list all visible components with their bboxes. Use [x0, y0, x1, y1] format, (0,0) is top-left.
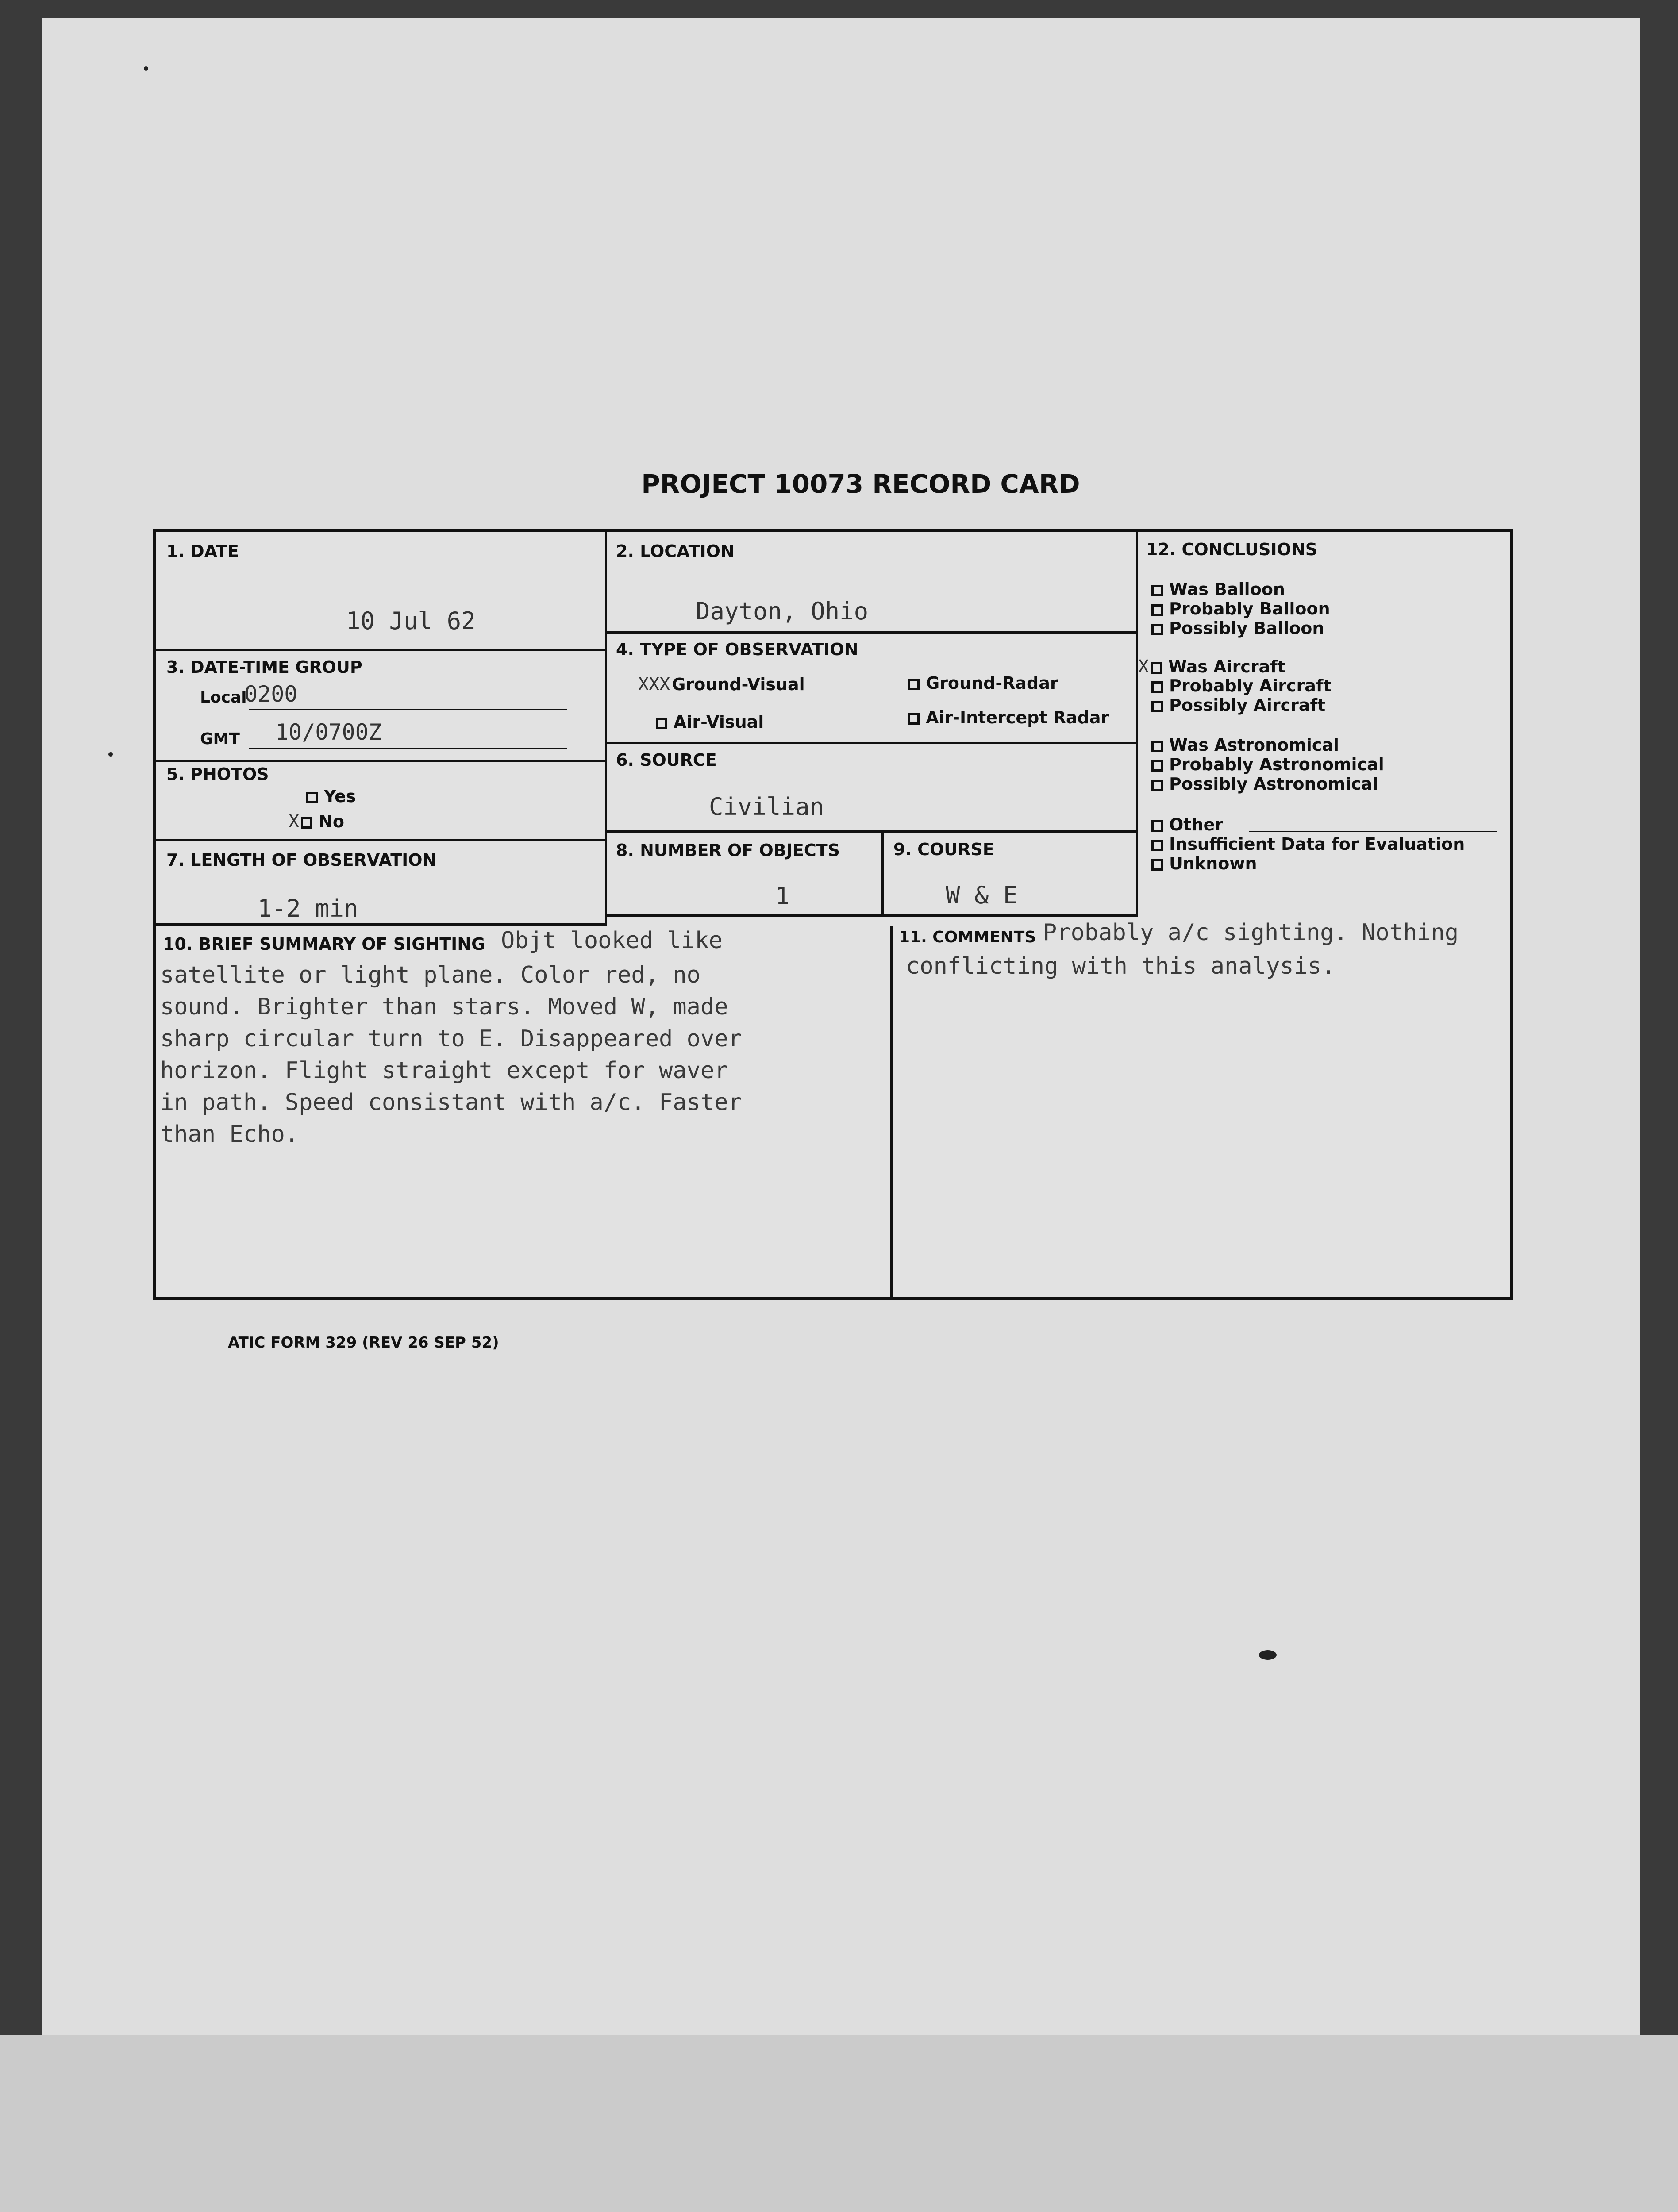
other-underline: [1249, 831, 1497, 832]
was-astronomical-checkbox: [1151, 741, 1163, 752]
was-aircraft-checkbox: [1151, 662, 1162, 674]
was-balloon-checkbox: [1151, 585, 1163, 596]
ink-speck: [144, 66, 148, 71]
conclusion-probably-aircraft: Probably Aircraft: [1151, 676, 1332, 695]
was-aircraft-mark: X: [1138, 657, 1149, 677]
comments-first-line: Probably a/c sighting. Nothing: [1043, 919, 1459, 946]
photos-yes-checkbox: [306, 792, 318, 803]
photos-label: 5. PHOTOS: [166, 764, 269, 784]
objects-cell: [607, 833, 884, 917]
dtg-label: 3. DATE-TIME GROUP: [166, 657, 362, 677]
air-visual-checkbox: [656, 718, 667, 729]
ground-visual-option: [638, 674, 805, 695]
probably-astronomical-checkbox: [1151, 760, 1163, 772]
ground-radar-label: Ground-Radar: [926, 673, 1058, 693]
document-page: [42, 18, 1640, 2035]
course-label: 9. COURSE: [893, 840, 994, 859]
conclusion-possibly-astronomical: Possibly Astronomical: [1151, 774, 1378, 794]
unknown-checkbox: [1151, 859, 1163, 871]
ink-speck: [1259, 1650, 1277, 1660]
other-checkbox: [1151, 820, 1163, 832]
conclusions-label: 12. CONCLUSIONS: [1146, 540, 1318, 559]
conclusion-insufficient-data: Insufficient Data for Evaluation: [1151, 834, 1465, 854]
comments-label: 11. COMMENTS: [899, 928, 1036, 946]
insufficient-data-checkbox: [1151, 840, 1163, 851]
photos-yes-label: Yes: [324, 787, 356, 806]
possibly-astronomical-checkbox: [1151, 780, 1163, 791]
gmt-value: 10/0700Z: [275, 719, 382, 745]
date-label: 1. DATE: [166, 541, 239, 561]
conclusion-was-aircraft: X Was Aircraft: [1138, 657, 1285, 677]
source-value: Civilian: [709, 793, 824, 821]
photos-cell: [156, 762, 607, 841]
air-intercept-radar-label: Air-Intercept Radar: [926, 708, 1109, 727]
photos-yes-option: [306, 787, 356, 806]
air-intercept-radar-option: [908, 708, 1109, 727]
comments-text: conflicting with this analysis.: [906, 953, 1335, 979]
photos-no-mark: X: [289, 811, 300, 832]
course-value: W & E: [946, 881, 1018, 909]
ground-radar-option: [908, 673, 1058, 693]
length-cell: [156, 841, 607, 926]
gmt-label: GMT: [200, 730, 240, 748]
conclusion-was-balloon: Was Balloon: [1151, 580, 1285, 599]
length-label: 7. LENGTH OF OBSERVATION: [166, 850, 437, 870]
conclusion-possibly-balloon: Possibly Balloon: [1151, 618, 1324, 638]
course-cell: [884, 833, 1138, 917]
photos-no-checkbox: [301, 817, 312, 829]
observation-type-cell: [607, 634, 1138, 744]
conclusion-possibly-aircraft: Possibly Aircraft: [1151, 695, 1325, 715]
location-label: 2. LOCATION: [616, 541, 735, 561]
source-cell: [607, 744, 1138, 833]
possibly-balloon-checkbox: [1151, 624, 1163, 635]
conclusions-cell: [1138, 532, 1510, 917]
air-intercept-radar-checkbox: [908, 713, 920, 725]
date-cell: [156, 532, 607, 651]
conclusion-other: Other: [1151, 815, 1223, 834]
summary-text: satellite or light plane. Color red, no sound. Brighter than stars. Moved W, made sharp circular turn to E. Disappeared over horizon. Flight straight except for waver in path. Speed consistant with a/c. Faster than Echo.: [160, 962, 742, 1148]
air-visual-label: Air-Visual: [674, 712, 764, 732]
probably-aircraft-checkbox: [1151, 681, 1163, 693]
form-number: ATIC FORM 329 (REV 26 SEP 52): [228, 1334, 499, 1352]
date-time-group-cell: [156, 651, 607, 762]
ink-speck: [108, 752, 113, 757]
ground-visual-mark: XXX: [638, 674, 670, 695]
observation-type-label: 4. TYPE OF OBSERVATION: [616, 640, 858, 659]
air-visual-option: [656, 712, 764, 732]
conclusion-unknown: Unknown: [1151, 854, 1257, 873]
lower-sheet: [0, 2035, 1678, 2212]
possibly-aircraft-checkbox: [1151, 701, 1163, 712]
conclusion-was-astronomical: Was Astronomical: [1151, 735, 1339, 755]
summary-first-line: Objt looked like: [501, 927, 723, 954]
location-value: Dayton, Ohio: [696, 597, 869, 625]
ground-visual-label: Ground-Visual: [672, 675, 805, 694]
location-cell: [607, 532, 1138, 634]
local-label: Local: [200, 688, 247, 707]
conclusion-probably-balloon: Probably Balloon: [1151, 599, 1330, 618]
objects-label: 8. NUMBER OF OBJECTS: [616, 841, 840, 860]
gmt-underline: [249, 748, 567, 749]
conclusion-probably-astronomical: Probably Astronomical: [1151, 755, 1384, 774]
source-label: 6. SOURCE: [616, 750, 717, 770]
summary-label: 10. BRIEF SUMMARY OF SIGHTING: [163, 934, 485, 954]
comments-cell: [893, 917, 1510, 1297]
photos-no-option: [289, 811, 344, 832]
length-value: 1-2 min: [258, 895, 358, 922]
record-card: [153, 529, 1513, 1300]
photos-no-label: No: [319, 812, 345, 831]
local-underline: [249, 709, 567, 710]
date-value: 10 Jul 62: [346, 607, 476, 635]
local-value: 0200: [244, 681, 298, 707]
ground-radar-checkbox: [908, 679, 920, 690]
probably-balloon-checkbox: [1151, 604, 1163, 616]
card-title: PROJECT 10073 RECORD CARD: [641, 469, 1080, 499]
objects-value: 1: [775, 882, 790, 910]
summary-cell: [156, 926, 893, 1297]
